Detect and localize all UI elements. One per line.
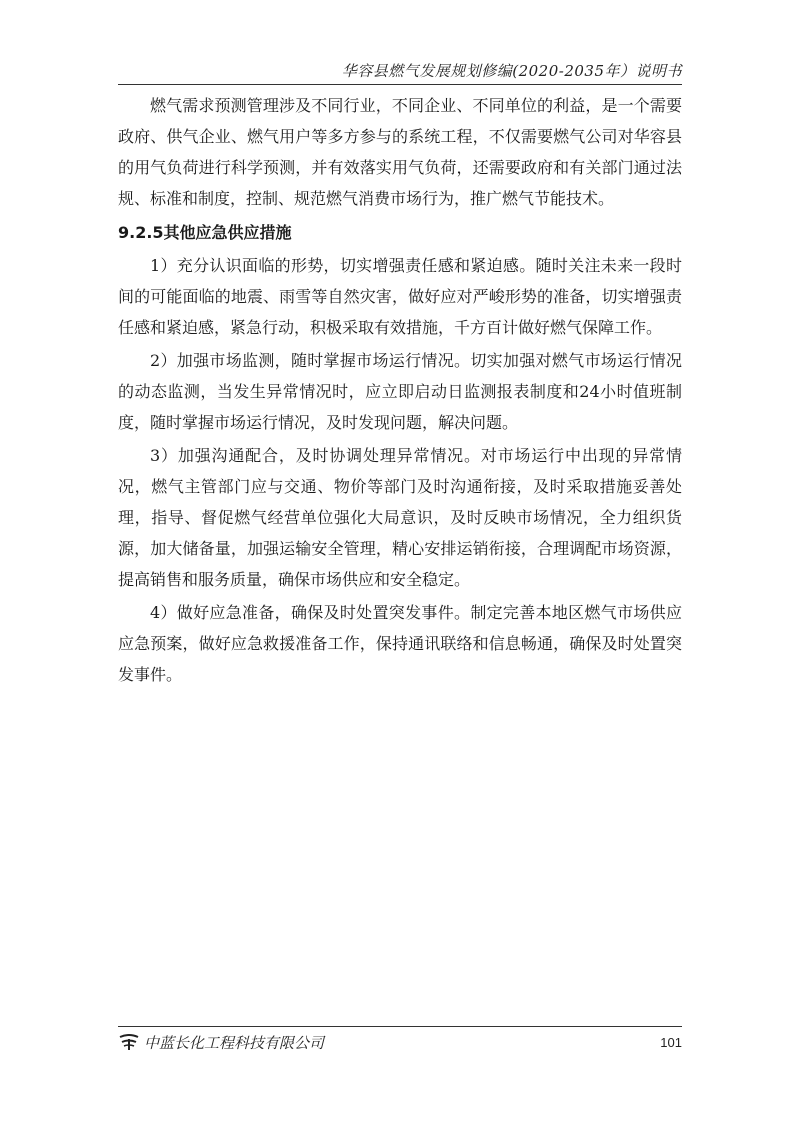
list-item: 2）加强市场监测，随时掌握市场运行情况。切实加强对燃气市场运行情况的动态监测，当发生异常情况时，应立即启动日监测报表制度和24小时值班制度，随时掌握市场运行情况，及时发现问题，解决问题。: [118, 351, 682, 432]
page-footer: [118, 1030, 682, 1054]
intro-paragraph: 燃气需求预测管理涉及不同行业，不同企业、不同单位的利益，是一个需要政府、供气企业、燃气用户等多方参与的系统工程，不仅需要燃气公司对华容县的用气负荷进行科学预测，并有效落实用气负荷，还需要政府和有关部门通过法规、标准和制度，控制、规范燃气消费市场行为，推广燃气节能技术。: [118, 96, 682, 208]
company-block: [118, 1032, 324, 1053]
list-item: 4）做好应急准备，确保及时处置突发事件。制定完善本地区燃气市场供应应急预案，做好应急救援准备工作，保持通讯联络和信息畅通，确保及时处置突发事件。: [118, 603, 682, 684]
header-divider: [118, 84, 682, 85]
page-header-title: 华容县燃气发展规划修编(2020-2035年）说明书: [341, 62, 682, 80]
document-body: [118, 90, 682, 692]
footer-divider: [118, 1026, 682, 1027]
page-number: 101: [660, 1034, 682, 1050]
company-name: 中蓝长化工程科技有限公司: [144, 1033, 325, 1052]
section-heading: 9.2.5其他应急供应措施: [118, 223, 292, 242]
list-item: 3）加强沟通配合，及时协调处理异常情况。对市场运行中出现的异常情况，燃气主管部门应与交通、物价等部门及时沟通衔接，及时采取措施妥善处理，指导、督促燃气经营单位强化大局意识，及时反映市场情况，全力组织货源，加大储备量，加强运输安全管理，精心安排运销衔接，合理调配市场资源，提高销售和服务质量，确保市场供应和安全稳定。: [118, 446, 682, 589]
company-logo-icon: [118, 1033, 140, 1051]
list-item: 1）充分认识面临的形势，切实增强责任感和紧迫感。随时关注未来一段时间的可能面临的地震、雨雪等自然灾害，做好应对严峻形势的准备，切实增强责任感和紧迫感，紧急行动，积极采取有效措施，千方百计做好燃气保障工作。: [118, 256, 682, 337]
